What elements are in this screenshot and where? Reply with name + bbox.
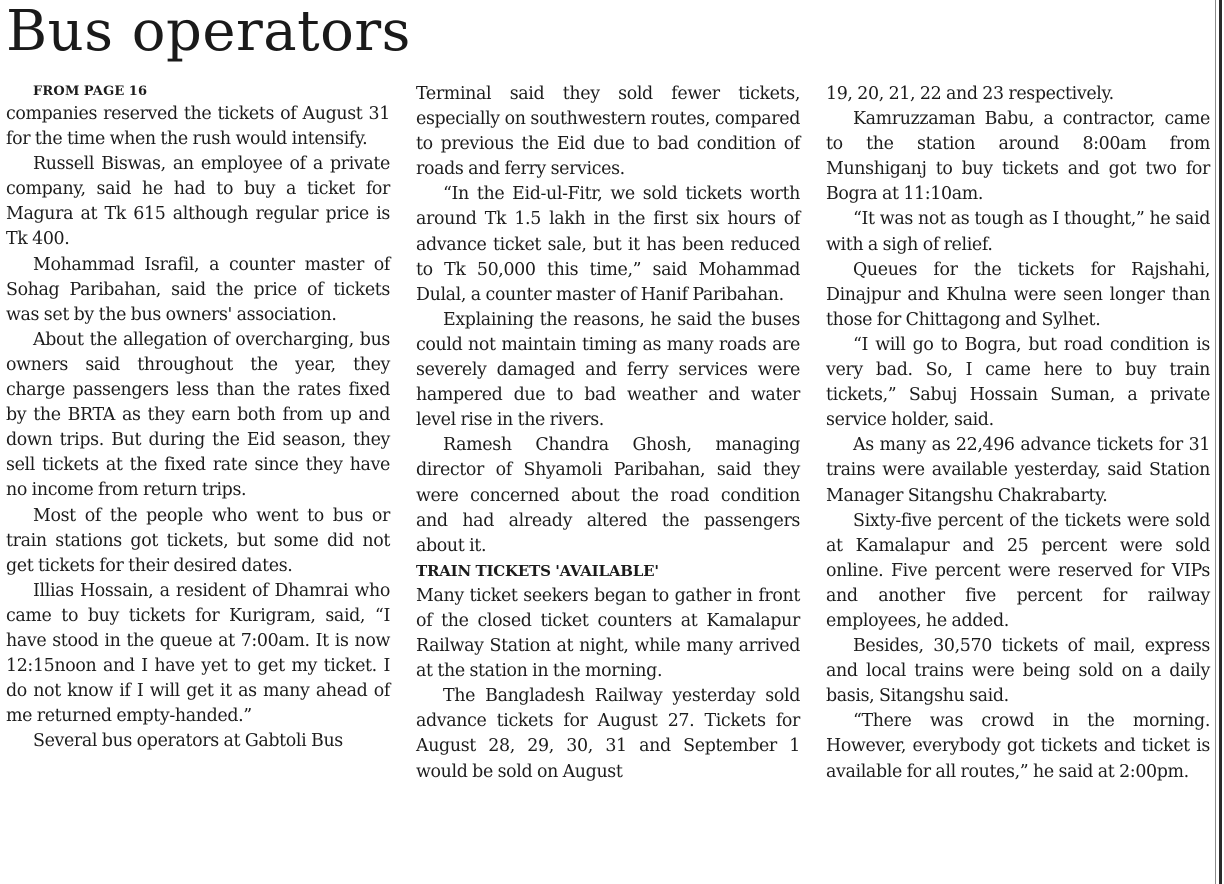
paragraph: Kamruzzaman Babu, a contractor, came to the station around 8:00am from Munshiganj to buy tickets and got two for Bogra at 11:10am. xyxy=(826,109,1210,205)
paragraph: Explaining the reasons, he said the buses could not maintain timing as many roads are severely damaged and ferry services were hampered due to bad weather and water level rise in the rivers. xyxy=(416,309,800,431)
paragraph: Russell Biswas, an employee of a private company, said he had to buy a ticket for Magura at Tk 615 although regular price is Tk 400. xyxy=(6,154,390,250)
column-rule-thin xyxy=(1215,0,1216,884)
paragraph: Most of the people who went to bus or train stations got tickets, but some did not get tickets for their desired dates. xyxy=(6,505,390,576)
paragraph: Several bus operators at Gabtoli Bus xyxy=(33,731,343,752)
paragraph: “In the Eid-ul-Fitr, we sold tickets worth around Tk 1.5 lakh in the first six hours of advance ticket sale, but it has been reduced to Tk 50,000 this time,” said Mohammad Dulal, a counter master of Hanif Paribahan. xyxy=(416,184,800,305)
column-rule xyxy=(1219,0,1222,884)
paragraph: Besides, 30,570 tickets of mail, express and local trains were being sold on a daily basis, Sitangshu said. xyxy=(826,636,1210,707)
paragraph: Ramesh Chandra Ghosh, managing director of Shyamoli Paribahan, said they were concerned about the road condition and had already altered the passengers about it. xyxy=(416,435,800,556)
article-column-1 xyxy=(6,82,390,754)
paragraph: Many ticket seekers began to gather in front of the closed ticket counters at Kamalapur Railway Station at night, while many arrived at the station in the morning. xyxy=(416,585,800,682)
paragraph: Queues for the tickets for Rajshahi, Dinajpur and Khulna were seen longer than those for Chittagong and Sylhet. xyxy=(826,259,1210,330)
paragraph: companies reserved the tickets of August 31 for the time when the rush would intensify. xyxy=(6,104,390,150)
paragraph: About the allegation of overcharging, bus owners said throughout the year, they charge passengers less than the rates fixed by the BRTA as they earn both from up and down trips. But during the Eid season, they sell tickets at the fixed rate since they have no income from return trips. xyxy=(6,329,390,501)
article-column-3 xyxy=(826,82,1210,785)
paragraph: Mohammad Israfil, a counter master of Sohag Paribahan, said the price of tickets was set by the bus owners' association. xyxy=(6,254,390,325)
paragraph: Illias Hossain, a resident of Dhamrai who came to buy tickets for Kurigram, said, “I have stood in the queue at 7:00am. It is now 12:15noon and I have yet to get my ticket. I do not know if I will get it as many ahead of me returned empty-handed.” xyxy=(6,580,390,727)
paragraph: 19, 20, 21, 22 and 23 respectively. xyxy=(826,84,1114,104)
paragraph: Terminal said they sold fewer tickets, especially on southwestern routes, compared to previous the Eid due to bad condition of roads and ferry services. xyxy=(416,84,800,180)
paragraph: “I will go to Bogra, but road condition is very bad. So, I came here to buy train tickets,” Sabuj Hossain Suman, a private service holder, said. xyxy=(826,334,1210,431)
paragraph: “It was not as tough as I thought,” he said with a sigh of relief. xyxy=(826,209,1210,255)
paragraph: Sixty-five percent of the tickets were sold at Kamalapur and 25 percent were sold online. Five percent were reserved for VIPs and another five percent for railway employees, he added. xyxy=(826,510,1210,631)
paragraph: The Bangladesh Railway yesterday sold advance tickets for August 27. Tickets for August 28, 29, 30, 31 and September 1 would be sold on August xyxy=(416,686,800,782)
article-column-2 xyxy=(416,82,800,785)
section-subhead: TRAIN TICKETS 'AVAILABLE' xyxy=(416,561,659,580)
paragraph: “There was crowd in the morning. However, everybody got tickets and ticket is available for all routes,” he said at 2:00pm. xyxy=(826,711,1210,782)
jump-line: FROM PAGE 16 xyxy=(33,84,148,99)
headline: Bus operators xyxy=(6,0,411,64)
paragraph: As many as 22,496 advance tickets for 31 trains were available yesterday, said Station Manager Sitangshu Chakrabarty. xyxy=(826,435,1210,506)
